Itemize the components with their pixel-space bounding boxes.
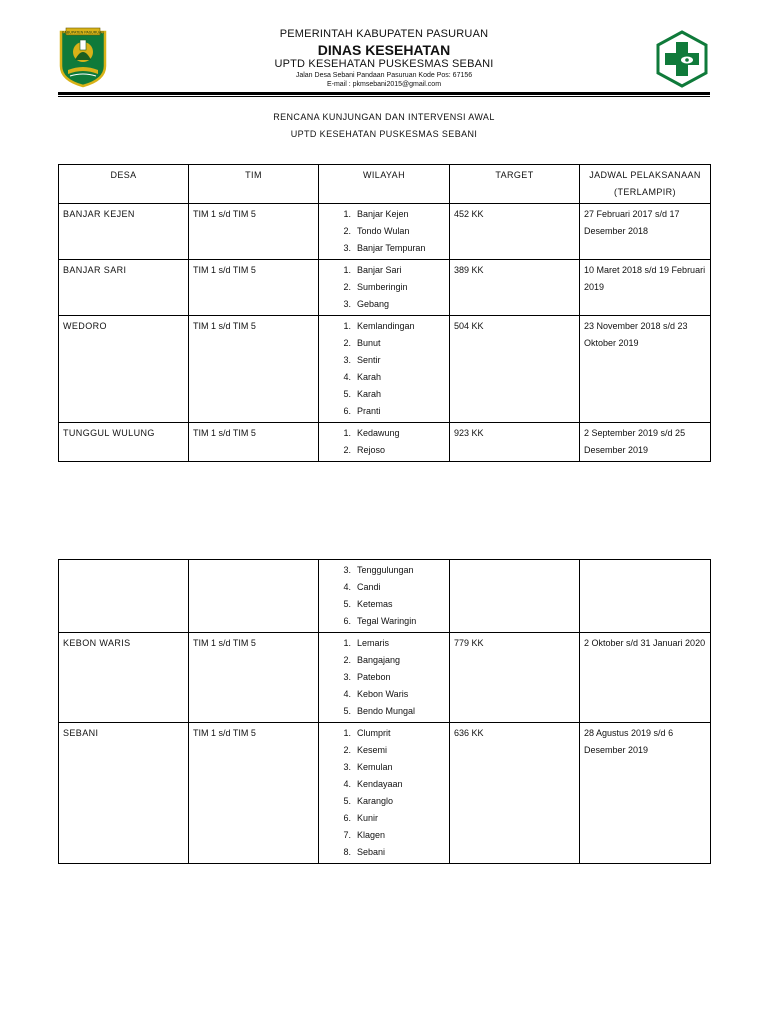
document-subtitle: UPTD KESEHATAN PUSKESMAS SEBANI [290, 129, 478, 139]
wilayah-number: 3. [343, 565, 351, 575]
wilayah-number: 6. [343, 406, 351, 416]
list-item [323, 369, 445, 386]
cell-tim: TIM 1 s/d TIM 5 [189, 423, 319, 462]
wilayah-name: Lemaris [357, 638, 390, 648]
wilayah-name: Kedawung [357, 428, 400, 438]
wilayah-name: Candi [357, 582, 381, 592]
wilayah-number: 1. [343, 265, 351, 275]
wilayah-name: Banjar Kejen [357, 209, 409, 219]
wilayah-name: Karah [357, 389, 382, 399]
cell-jadwal [580, 560, 711, 633]
cell-jadwal: 23 November 2018 s/d 23 Oktober 2019 [580, 316, 711, 423]
wilayah-name: Bangajang [357, 655, 401, 665]
wilayah-name: Banjar Tempuran [357, 243, 426, 253]
list-item [323, 206, 445, 223]
list-item [323, 352, 445, 369]
wilayah-number: 2. [343, 338, 351, 348]
cell-desa: BANJAR SARI [59, 260, 189, 316]
wilayah-name: Tenggulungan [357, 565, 414, 575]
kabupaten-pasuruan-emblem-icon [58, 26, 108, 88]
list-item [323, 223, 445, 240]
cell-target [450, 560, 580, 633]
wilayah-name: Karah [357, 372, 382, 382]
cell-jadwal: 2 Oktober s/d 31 Januari 2020 [580, 633, 711, 723]
wilayah-number: 8. [343, 847, 351, 857]
cell-wilayah [319, 260, 450, 316]
list-item [323, 562, 445, 579]
letterhead [0, 0, 768, 100]
list-item [323, 652, 445, 669]
cell-desa: SEBANI [59, 723, 189, 864]
cell-wilayah [319, 423, 450, 462]
list-item [323, 844, 445, 861]
wilayah-name: Kemlandingan [357, 321, 415, 331]
wilayah-list [323, 262, 445, 313]
header-jadwal [580, 165, 711, 204]
cell-target: 779 KK [450, 633, 580, 723]
list-item [323, 669, 445, 686]
cell-tim: TIM 1 s/d TIM 5 [189, 633, 319, 723]
cell-desa: BANJAR KEJEN [59, 204, 189, 260]
letterhead-rule-thin [58, 96, 710, 97]
wilayah-name: Bunut [357, 338, 381, 348]
cell-tim: TIM 1 s/d TIM 5 [189, 204, 319, 260]
cell-desa [59, 560, 189, 633]
cell-tim [189, 560, 319, 633]
wilayah-number: 3. [343, 299, 351, 309]
cell-desa: TUNGGUL WULUNG [59, 423, 189, 462]
puskesmas-logo-icon [655, 30, 709, 88]
wilayah-number: 5. [343, 599, 351, 609]
wilayah-number: 2. [343, 445, 351, 455]
wilayah-name: Sumberingin [357, 282, 408, 292]
wilayah-name: Kesemi [357, 745, 388, 755]
list-item [323, 759, 445, 776]
wilayah-number: 3. [343, 243, 351, 253]
wilayah-name: Tondo Wulan [357, 226, 410, 236]
wilayah-number: 1. [343, 321, 351, 331]
list-item [323, 335, 445, 352]
wilayah-list [323, 206, 445, 257]
list-item [323, 240, 445, 257]
letterhead-email: E-mail : pkmsebani2015@gmail.com [326, 81, 442, 88]
wilayah-name: Sentir [357, 355, 381, 365]
wilayah-number: 1. [343, 728, 351, 738]
list-item [323, 742, 445, 759]
list-item [323, 596, 445, 613]
cell-wilayah [319, 204, 450, 260]
cell-target: 389 KK [450, 260, 580, 316]
wilayah-name: Clumprit [357, 728, 391, 738]
cell-target: 452 KK [450, 204, 580, 260]
list-item [323, 703, 445, 720]
list-item [323, 810, 445, 827]
wilayah-name: Tegal Waringin [357, 616, 417, 626]
cell-tim: TIM 1 s/d TIM 5 [189, 260, 319, 316]
letterhead-government: PEMERINTAH KABUPATEN PASURUAN [279, 28, 489, 40]
document-title: RENCANA KUNJUNGAN DAN INTERVENSI AWAL [273, 112, 495, 122]
wilayah-number: 4. [343, 372, 351, 382]
wilayah-number: 3. [343, 355, 351, 365]
cell-target: 923 KK [450, 423, 580, 462]
visit-plan-table [58, 164, 711, 462]
wilayah-number: 2. [343, 655, 351, 665]
list-item [323, 579, 445, 596]
cell-jadwal: 28 Agustus 2019 s/d 6 Desember 2019 [580, 723, 711, 864]
wilayah-number: 6. [343, 616, 351, 626]
table-row [59, 423, 711, 462]
wilayah-number: 1. [343, 209, 351, 219]
wilayah-number: 2. [343, 226, 351, 236]
wilayah-number: 5. [343, 706, 351, 716]
wilayah-list [323, 635, 445, 720]
table-row [59, 560, 711, 633]
wilayah-name: Sebani [357, 847, 386, 857]
list-item [323, 279, 445, 296]
list-item [323, 425, 445, 442]
cell-jadwal: 10 Maret 2018 s/d 19 Februari 2019 [580, 260, 711, 316]
list-item [323, 793, 445, 810]
wilayah-number: 5. [343, 389, 351, 399]
wilayah-number: 2. [343, 745, 351, 755]
list-item [323, 725, 445, 742]
cell-tim: TIM 1 s/d TIM 5 [189, 316, 319, 423]
list-item [323, 386, 445, 403]
wilayah-name: Ketemas [357, 599, 393, 609]
wilayah-name: Kebon Waris [357, 689, 409, 699]
wilayah-number: 3. [343, 672, 351, 682]
cell-jadwal: 2 September 2019 s/d 25 Desember 2019 [580, 423, 711, 462]
wilayah-list [323, 318, 445, 420]
list-item [323, 296, 445, 313]
cell-wilayah [319, 633, 450, 723]
list-item [323, 686, 445, 703]
cell-wilayah [319, 723, 450, 864]
letterhead-rule-thick [58, 92, 710, 95]
wilayah-number: 3. [343, 762, 351, 772]
cell-desa: KEBON WARIS [59, 633, 189, 723]
cell-wilayah [319, 316, 450, 423]
cell-target: 504 KK [450, 316, 580, 423]
list-item [323, 442, 445, 459]
table-row [59, 316, 711, 423]
wilayah-name: Karanglo [357, 796, 394, 806]
list-item [323, 827, 445, 844]
emblem-banner-text: KABUPATEN PASURUAN [62, 30, 104, 35]
wilayah-name: Pranti [357, 406, 381, 416]
header-desa: DESA [59, 165, 189, 204]
list-item [323, 318, 445, 335]
cell-desa: WEDORO [59, 316, 189, 423]
table-row [59, 260, 711, 316]
list-item [323, 776, 445, 793]
cell-wilayah [319, 560, 450, 633]
header-target: TARGET [450, 165, 580, 204]
letterhead-address: Jalan Desa Sebani Pandaan Pasuruan Kode Pos: 67156 [295, 72, 473, 79]
letterhead-department: DINAS KESEHATAN [317, 42, 451, 58]
table-row [59, 204, 711, 260]
wilayah-list [323, 562, 445, 630]
list-item [323, 635, 445, 652]
wilayah-number: 6. [343, 813, 351, 823]
wilayah-number: 1. [343, 428, 351, 438]
list-item [323, 403, 445, 420]
wilayah-number: 5. [343, 796, 351, 806]
wilayah-name: Bendo Mungal [357, 706, 416, 716]
wilayah-number: 1. [343, 638, 351, 648]
header-wilayah: WILAYAH [319, 165, 450, 204]
wilayah-list [323, 725, 445, 861]
wilayah-number: 4. [343, 689, 351, 699]
wilayah-number: 7. [343, 830, 351, 840]
header-jadwal-line2: (TERLAMPIR) [614, 187, 676, 197]
table-row [59, 723, 711, 864]
header-tim: TIM [189, 165, 319, 204]
wilayah-name: Banjar Sari [357, 265, 402, 275]
table-header-row [59, 165, 711, 204]
wilayah-name: Patebon [357, 672, 391, 682]
wilayah-name: Gebang [357, 299, 390, 309]
wilayah-number: 2. [343, 282, 351, 292]
wilayah-name: Rejoso [357, 445, 386, 455]
letterhead-unit: UPTD KESEHATAN PUSKESMAS SEBANI [274, 58, 494, 70]
cell-target: 636 KK [450, 723, 580, 864]
table-body-page1 [59, 204, 711, 462]
visit-plan-table-continued [58, 559, 711, 864]
wilayah-number: 4. [343, 779, 351, 789]
wilayah-name: Kunir [357, 813, 379, 823]
wilayah-list [323, 425, 445, 459]
cell-tim: TIM 1 s/d TIM 5 [189, 723, 319, 864]
wilayah-number: 4. [343, 582, 351, 592]
wilayah-name: Kemulan [357, 762, 393, 772]
cell-jadwal: 27 Februari 2017 s/d 17 Desember 2018 [580, 204, 711, 260]
wilayah-name: Klagen [357, 830, 386, 840]
wilayah-name: Kendayaan [357, 779, 403, 789]
list-item [323, 262, 445, 279]
table-row [59, 633, 711, 723]
list-item [323, 613, 445, 630]
table-body-page2 [59, 560, 711, 864]
header-jadwal-line1: JADWAL PELAKSANAAN [589, 170, 701, 180]
